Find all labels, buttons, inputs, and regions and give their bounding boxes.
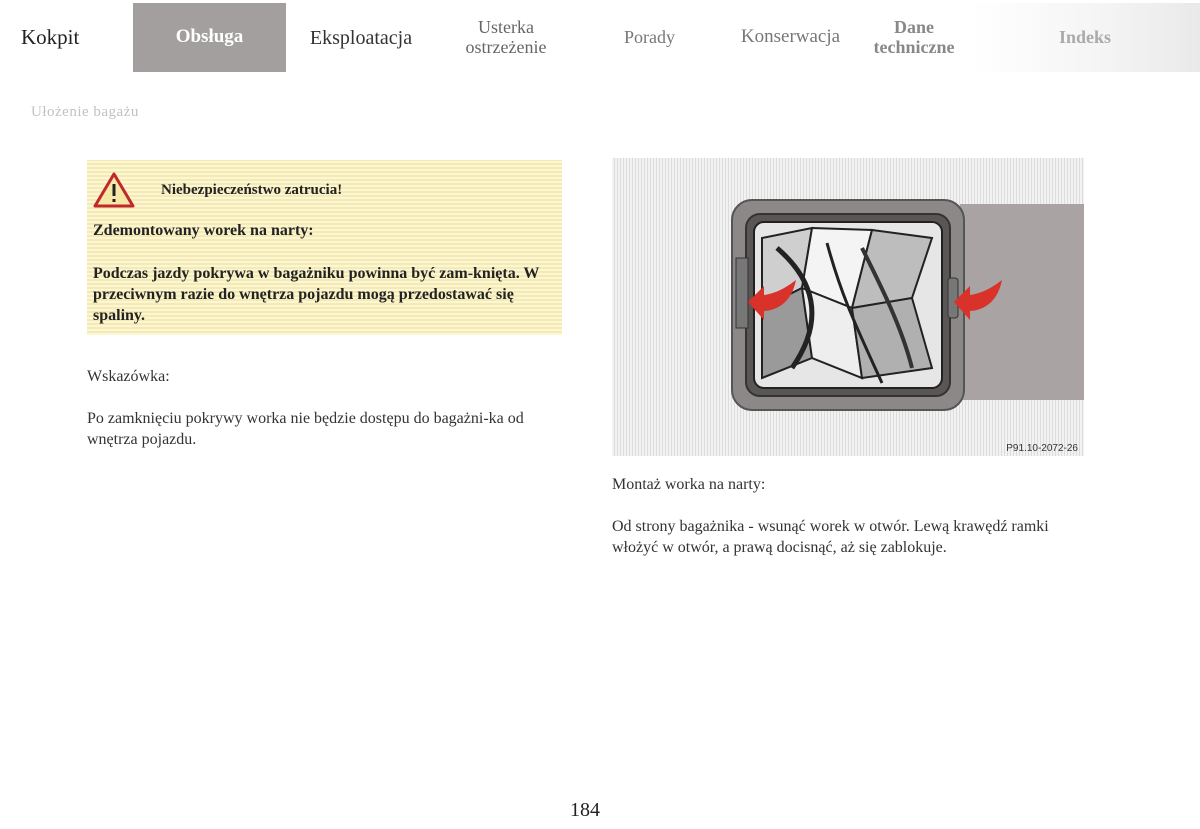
ski-bag-illustration [612, 158, 1084, 456]
tab-usterka-ostrzezenie[interactable] [436, 3, 576, 72]
warning-box [87, 160, 562, 335]
note-label: Wskazówka: [87, 368, 170, 385]
warning-body: Podczas jazdy pokrywa w bagażniku powinna być zam-knięta. W przeciwnym razie do wnętrza pojazdu mogą przedostawać się spaliny. [93, 265, 540, 324]
warning-subtitle: Zdemontowany worek na narty: [93, 222, 314, 239]
figure-caption: Montaż worka na narty: [612, 476, 766, 493]
figure-code: P91.10-2072-26 [1006, 443, 1078, 454]
tab-kokpit[interactable]: Kokpit [21, 24, 80, 49]
note-body: Po zamknięciu pokrywy worka nie będzie dostępu do bagażni-ka od wnętrza pojazdu. [87, 410, 524, 448]
tab-porady[interactable]: Porady [624, 26, 675, 47]
tab-dane-line2: techniczne [873, 36, 955, 57]
ski-bag-drawing [612, 158, 1084, 456]
tab-usterka-line1: Usterka [478, 16, 534, 37]
warning-title: Niebezpieczeństwo zatrucia! [161, 181, 343, 198]
warning-header [93, 172, 342, 208]
warning-triangle-icon [93, 172, 135, 208]
tab-konserwacja[interactable]: Konserwacja [740, 26, 841, 48]
tab-obsluga[interactable]: Obsługa [133, 3, 286, 72]
tab-eksploatacja[interactable]: Eksploatacja [309, 26, 413, 49]
tab-indeks[interactable]: Indeks [970, 3, 1200, 72]
instruction-text: Od strony bagażnika - wsunąć worek w otwór. Lewą krawędź ramki włożyć w otwór, a prawą docisnąć, aż się zablokuje. [612, 518, 1049, 556]
section-title: Ułożenie bagażu [31, 104, 139, 120]
tab-dane-line1: Dane [893, 16, 934, 37]
top-navigation [0, 3, 1200, 72]
page-number: 184 [570, 799, 600, 821]
tab-dane-techniczne[interactable] [858, 3, 970, 72]
tab-usterka-line2: ostrzeżenie [465, 36, 547, 57]
